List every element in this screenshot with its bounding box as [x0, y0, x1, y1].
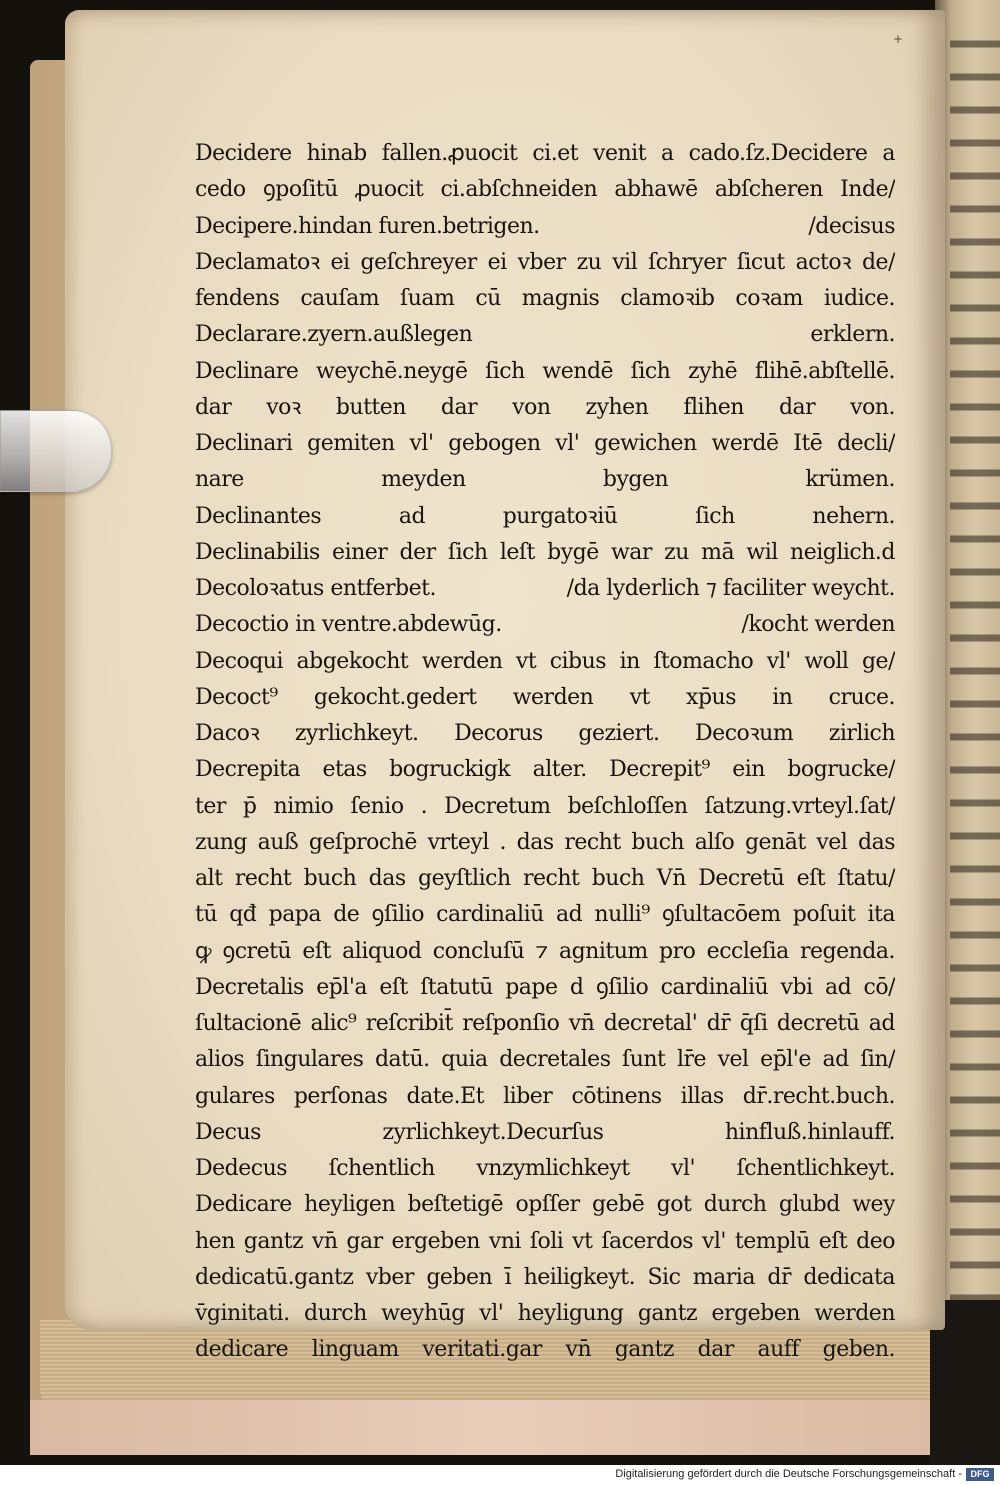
text-line-main: Dacoꝛ zyrlichkeyt. Decorus geziert. Decoꝛum zirlich: [195, 721, 895, 746]
text-line-main: dedicare linguam veritati.gar vn̄ gantz dar auff geben.: [195, 1337, 895, 1363]
text-line: [195, 1115, 895, 1151]
text-line: [195, 1079, 895, 1115]
text-line-main: v̄ginitati. durch weyhūg vl' heyligung gantz ergeben werden: [195, 1301, 895, 1326]
text-line: [195, 1187, 895, 1223]
text-line-main: Declinare weychē.neygē ſich wendē ſich zyhē flihē.abſtellē.: [195, 358, 895, 384]
text-line-main: tū qđ papa de ꝯſilio cardinaliū ad nulli⁹ ꝯſultacōem poſuit ita: [195, 902, 895, 928]
text-line: [195, 680, 895, 716]
page-corner-mark: +: [893, 32, 904, 46]
text-line: [195, 607, 895, 643]
text-line-main: Declinari gemiten vl' gebogen vl' gewichen werdē Itē decli/: [195, 431, 895, 456]
facing-page-text: [950, 20, 1000, 1300]
text-line: [195, 1224, 895, 1260]
text-line-main: dedicatū.gantz vber geben ī heiligkeyt. Sic maria dr̄ dedicata: [195, 1264, 895, 1290]
text-line-right: /kocht werden: [741, 612, 895, 638]
text-line: [195, 1332, 895, 1368]
text-line-main: Decipere.hindan furen.betrigen.: [195, 213, 540, 239]
text-line-main: Declarare.zyern.außlegen erklern.: [195, 322, 895, 348]
text-line: [195, 462, 895, 498]
text-line: [195, 317, 895, 353]
text-line: [195, 1260, 895, 1296]
text-line: [195, 1296, 895, 1332]
text-line: [195, 172, 895, 208]
text-line-main: hen gantz vn̄ gar ergeben vni ſoli vt ſacerdos vl' templū eſt deo: [195, 1228, 895, 1254]
cradle-strip: [30, 1400, 970, 1455]
dfg-logo: DFG: [966, 1468, 994, 1481]
text-line-main: nare meyden bygen krümen.: [195, 467, 895, 493]
text-line: [195, 825, 895, 861]
text-line-main: zung auß geſprochē vrteyl . das recht buch alſo genāt vel das: [195, 829, 895, 855]
page-text: [195, 136, 895, 1369]
text-line-main: alios ſingulares datū. quia decretales ſunt lr̄e vel ep̄l'e ad ſin/: [195, 1047, 895, 1073]
text-line-main: Declinabilis einer der ſich leſt bygē war zu mā wil neiglich.d: [195, 539, 895, 565]
text-line: [195, 245, 895, 281]
text-line-right: /da lyderlich ⁊ faciliter weycht.: [566, 576, 895, 601]
funding-credit: Digitalisierung gefördert durch die Deutsche Forschungsgemeinschaft -: [615, 1468, 962, 1480]
text-line: [195, 752, 895, 788]
text-line: [195, 390, 895, 426]
text-line: [195, 1151, 895, 1187]
text-line-main: cedo ꝯpoſitū ꝓuocit ci.abſchneiden abhawē abſcheren Inde/: [195, 177, 895, 203]
text-line: [195, 499, 895, 535]
text-line: [195, 1006, 895, 1042]
text-line-main: Dedecus ſchentlich vnzymlichkeyt vl' ſchentlichkeyt.: [195, 1156, 895, 1181]
text-line: [195, 970, 895, 1006]
text-line: [195, 535, 895, 571]
text-line-main: Decoct⁹ gekocht.gedert werden vt xp̄us in cruce.: [195, 684, 895, 710]
text-line-main: Decrepita etas bogruckigk alter. Decrepit⁹ ein bogrucke/: [195, 757, 895, 783]
text-line-main: Decoqui abgekocht werden vt cibus in ſtomacho vl' woll ge/: [195, 648, 895, 674]
text-line-main: Decretalis ep̄l'a eſt ſtatutū pape d ꝯſilio cardinaliū vbi ad cō/: [195, 974, 895, 1000]
text-line-main: Dedicare heyligen beſtetigē opſſer gebē got durch glubd wey: [195, 1192, 895, 1218]
text-line: [195, 789, 895, 825]
text-line-main: ter p̄ nimio ſenio . Decretum beſchloſſen ſatzung.vrteyl.ſat/: [195, 793, 895, 819]
text-line-main: Declamatoꝛ ei geſchreyer ei vber zu vil ſchryer ſicut actoꝛ de/: [195, 249, 895, 275]
text-line: [195, 209, 895, 245]
text-line-main: gulares perſonas date.Et liber cōtinens illas dr̄.recht.buch.: [195, 1083, 895, 1109]
text-line: [195, 354, 895, 390]
text-line-main: Decoctio in ventre.abdewūg.: [195, 612, 502, 638]
text-line-main: Decus zyrlichkeyt.Decurſus hinfluß.hinlauff.: [195, 1119, 895, 1145]
text-line-main: Decoloꝛatus entferbet.: [195, 576, 436, 601]
text-line: [195, 897, 895, 933]
text-line-main: ſultacionē alic⁹ reſcribit̄ reſponſio vn̄ decretal' dr̄ q̄ſi decretū ad: [195, 1011, 895, 1036]
text-line: [195, 934, 895, 970]
text-line: [195, 644, 895, 680]
text-line: [195, 1042, 895, 1078]
text-line-main: dar voꝛ butten dar von zyhen flihen dar von.: [195, 394, 895, 420]
page-holder-clip: [0, 410, 112, 492]
text-line-main: Declinantes ad purgatoꝛiū ſich nehern.: [195, 503, 895, 529]
text-line-main: Decidere hinab fallen.ꝓuocit ci.et venit a cado.ſz.Decidere a: [195, 141, 895, 166]
text-line: [195, 426, 895, 462]
text-line: [195, 861, 895, 897]
text-line: [195, 716, 895, 752]
text-line: [195, 571, 895, 607]
footer-bar: [0, 1465, 1000, 1485]
text-line-main: ꝙ ꝯcretū eſt aliquod concluſū ⁊ agnitum pro eccleſia regenda.: [195, 938, 895, 964]
text-line: [195, 281, 895, 317]
text-line-main: fendens cauſam ſuam cū magnis clamoꝛib coꝛam iudice.: [195, 286, 895, 311]
text-line-right: /decisus: [808, 213, 895, 239]
text-line-main: alt recht buch das geyſtlich recht buch Vn̄ Decretū eſt ſtatu/: [195, 866, 895, 891]
text-line: [195, 136, 895, 172]
